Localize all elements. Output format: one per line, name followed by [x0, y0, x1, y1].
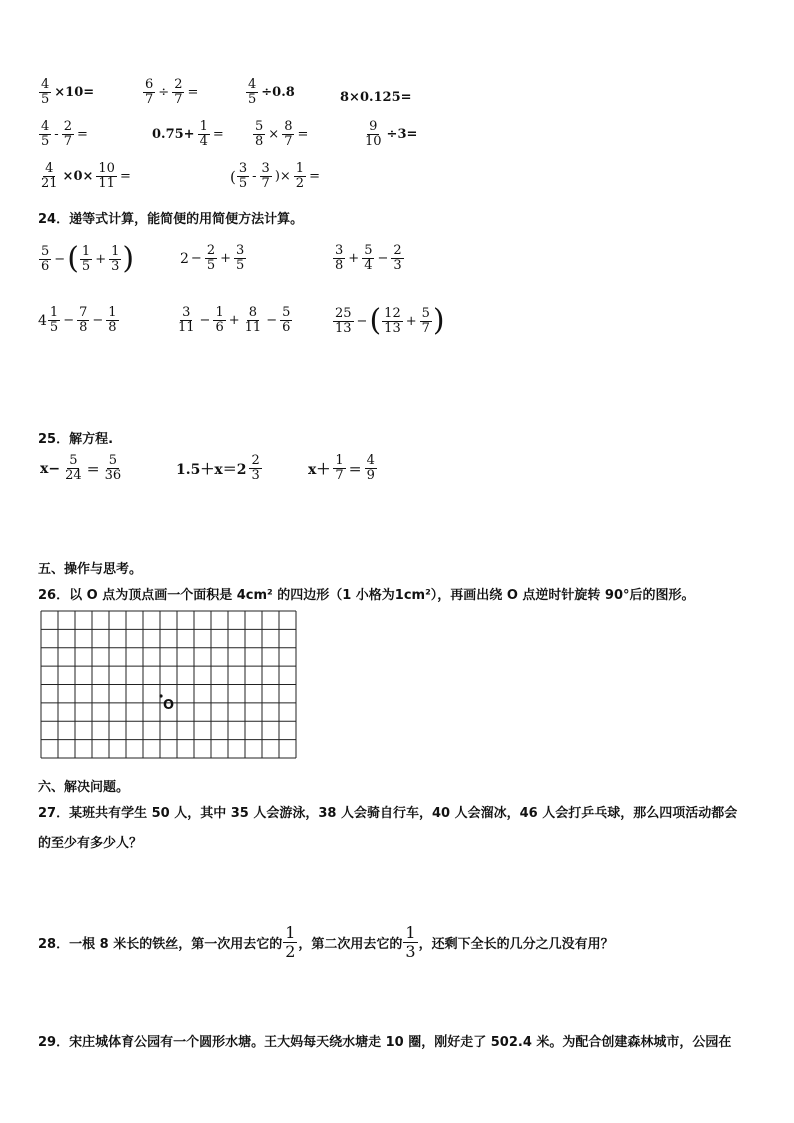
q24-expr-d: 4 $\frac{1}{5}$ − $\frac{7}{8}$ − $\frac{1}{8}$	[38, 305, 117, 335]
q24-expr-a: $\frac{5}{6}$ − ( $\frac{1}{5}$ + $\frac{1}{3}$ )	[41, 241, 135, 276]
expr-r3-1: $\frac{4}{21}$ ×0× $\frac{10}{11}$ =	[41, 161, 131, 191]
fraction: $\frac{4}{5}$	[41, 77, 50, 107]
expr-r2-4: $\frac{9}{10}$ ÷3=	[365, 119, 418, 149]
q24-expr-f: $\frac{25}{13}$ − ( $\frac{12}{13}$ + $\frac{5}{7}$ )	[335, 303, 445, 338]
q24-expr-e: $\frac{3}{11}$ − $\frac{1}{6}$ + $\frac{8}{11}$ − $\frac{5}{6}$	[178, 305, 291, 335]
q25-equation-c: x＋ $\frac{1}{7}$ ＝ $\frac{4}{9}$	[308, 453, 375, 483]
square-grid	[40, 610, 300, 770]
q24-expr-c: $\frac{3}{8}$ + $\frac{5}{4}$ − $\frac{2}{3}$	[335, 243, 402, 273]
section-6-heading: 六、解决问题。	[38, 780, 130, 795]
expr-r2-2: 0.75+ $\frac{1}{4}$ =	[152, 119, 224, 149]
q27-line-1: 27．某班共有学生 50 人，其中 35 人会游泳，38 人会骑自行车，40 人会溜冰，46 人会打乒乓球，那么四项活动都会	[38, 806, 738, 821]
q28-text: 28．一根 8 米长的铁丝，第一次用去它的 $\frac{1}{2}$ ，第二次用去它的 $\frac{1}{3}$ ，还剩下全长的几分之几没有用？	[38, 923, 614, 961]
q24-title: 24．递等式计算，能简便的用简便方法计算。	[38, 212, 304, 227]
q25-equation-b: 1.5＋x＝2 $\frac{2}{3}$	[176, 453, 260, 483]
expr-r1-4: 8×0.125=	[340, 90, 412, 105]
q25-equation-a: x− $\frac{5}{24}$ ＝ $\frac{5}{36}$	[40, 453, 122, 483]
q24-expr-b: 2 − $\frac{2}{5}$ + $\frac{3}{5}$	[180, 243, 245, 273]
expr-r1-1: $\frac{4}{5}$ ×10=	[41, 77, 95, 107]
expr-r2-1: $\frac{4}{5}$ - $\frac{2}{7}$ =	[41, 119, 88, 149]
q29-text: 29．宋庄城体育公园有一个圆形水塘。王大妈每天绕水塘走 10 圈，刚好走了 502.4 米。为配合创建森林城市，公园在	[38, 1035, 732, 1050]
section-5-heading: 五、操作与思考。	[38, 562, 143, 577]
q25-title: 25．解方程.	[38, 432, 114, 447]
expr-r1-2: $\frac{6}{7}$ ÷ $\frac{2}{7}$ =	[145, 77, 199, 107]
expr-r1-3: $\frac{4}{5}$ ÷0.8	[248, 77, 295, 107]
expr-r2-3: $\frac{5}{8}$ × $\frac{8}{7}$ =	[255, 119, 309, 149]
point-o-label: O	[163, 698, 175, 713]
q27-line-2: 的至少有多少人？	[38, 836, 143, 851]
q26-text: 26．以 O 点为顶点画一个面积是 4cm² 的四边形（1 小格为1cm²），再画出绕 O 点逆时针旋转 90°后的图形。	[38, 588, 695, 603]
grid-svg	[40, 610, 300, 766]
expr-r3-2: ( $\frac{3}{5}$ - $\frac{3}{7}$ )× $\frac{1}{2}$ =	[230, 161, 320, 191]
